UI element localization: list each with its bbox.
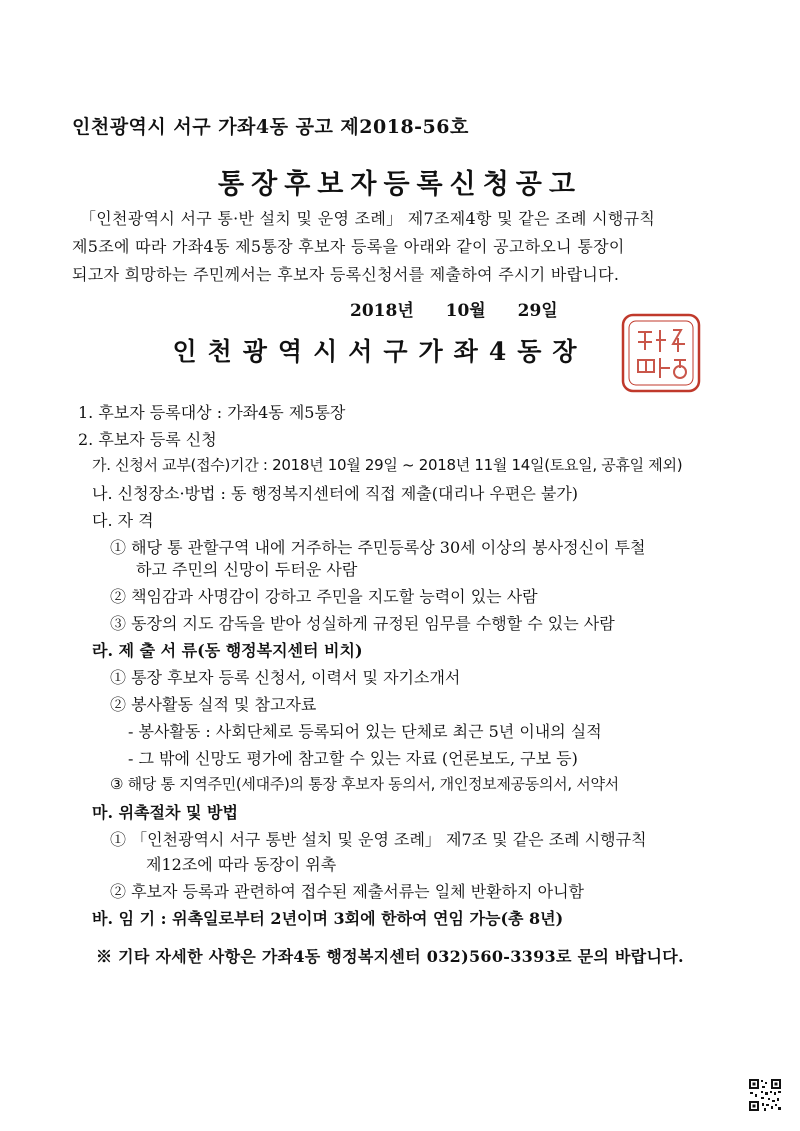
item-da-3: ③ 동장의 지도 감독을 받아 성실하게 규정된 임무를 수행할 수 있는 사람 — [110, 614, 615, 633]
item-ra-3: ③ 해당 통 지역주민(세대주)의 통장 후보자 동의서, 개인정보제공동의서, 서약서 — [110, 775, 619, 793]
footer-note: ※ 기타 자세한 사항은 가좌4동 행정복지센터 032)560-3393로 문의 바랍니다. — [96, 947, 684, 966]
item-ra-2: ② 봉사활동 실적 및 참고자료 — [110, 695, 317, 714]
item-1: 1. 후보자 등록대상 : 가좌4동 제5통장 — [78, 403, 346, 422]
intro-line-3: 되고자 희망하는 주민께서는 후보자 등록신청서를 제출하여 주시기 바랍니다. — [72, 265, 620, 284]
item-ra-2a: - 봉사활동 : 사회단체로 등록되어 있는 단체로 최근 5년 이내의 실적 — [128, 722, 602, 741]
intro-line-2: 제5조에 따라 가좌4동 제5통장 후보자 등록을 아래와 같이 공고하오니 통장이 — [72, 237, 625, 256]
item-ga: 가. 신청서 교부(접수)기간 : 2018년 10월 29일 ~ 2018년 11월 14일(토요일, 공휴일 제외) — [92, 456, 683, 474]
item-ra-2b: - 그 밖에 신망도 평가에 참고할 수 있는 자료 (언론보도, 구보 등) — [128, 749, 578, 768]
item-da-1b: 하고 주민의 신망이 두터운 사람 — [136, 560, 358, 579]
official-seal-icon — [618, 310, 704, 396]
notice-date: 2018년 10월 29일 — [350, 301, 558, 321]
item-da-2: ② 책임감과 사명감이 강하고 주민을 지도할 능력이 있는 사람 — [110, 587, 538, 606]
notice-number: 인천광역시 서구 가좌4동 공고 제2018-56호 — [72, 116, 469, 138]
item-ra-1: ① 통장 후보자 등록 신청서, 이력서 및 자기소개서 — [110, 668, 461, 687]
item-ma-2: ② 후보자 등록과 관련하여 접수된 제출서류는 일체 반환하지 아니함 — [110, 882, 585, 901]
item-ra: 라. 제 출 서 류(동 행정복지센터 비치) — [92, 641, 363, 660]
intro-line-1: 「인천광역시 서구 통·반 설치 및 운영 조례」 제7조제4항 및 같은 조례 시행규칙 — [80, 209, 656, 228]
item-da-1a: ① 해당 통 관할구역 내에 거주하는 주민등록상 30세 이상의 봉사정신이 투철 — [110, 538, 646, 557]
item-da: 다. 자 격 — [92, 511, 154, 530]
item-ba: 바. 임 기 : 위촉일로부터 2년이며 3회에 한하여 연임 가능(총 8년) — [92, 909, 564, 928]
item-ma-1b: 제12조에 따라 동장이 위촉 — [146, 855, 337, 874]
item-na: 나. 신청장소·방법 : 동 행정복지센터에 직접 제출(대리나 우편은 불가) — [92, 484, 579, 503]
item-ma: 마. 위촉절차 및 방법 — [92, 803, 238, 822]
document-title: 통장후보자등록신청공고 — [218, 169, 582, 200]
issuer-name: 인천광역시서구가좌4동장 — [172, 337, 588, 366]
qr-code-icon — [748, 1078, 782, 1112]
item-2: 2. 후보자 등록 신청 — [78, 430, 217, 449]
item-ma-1a: ① 「인천광역시 서구 통반 설치 및 운영 조례」 제7조 및 같은 조례 시행규칙 — [110, 830, 647, 849]
